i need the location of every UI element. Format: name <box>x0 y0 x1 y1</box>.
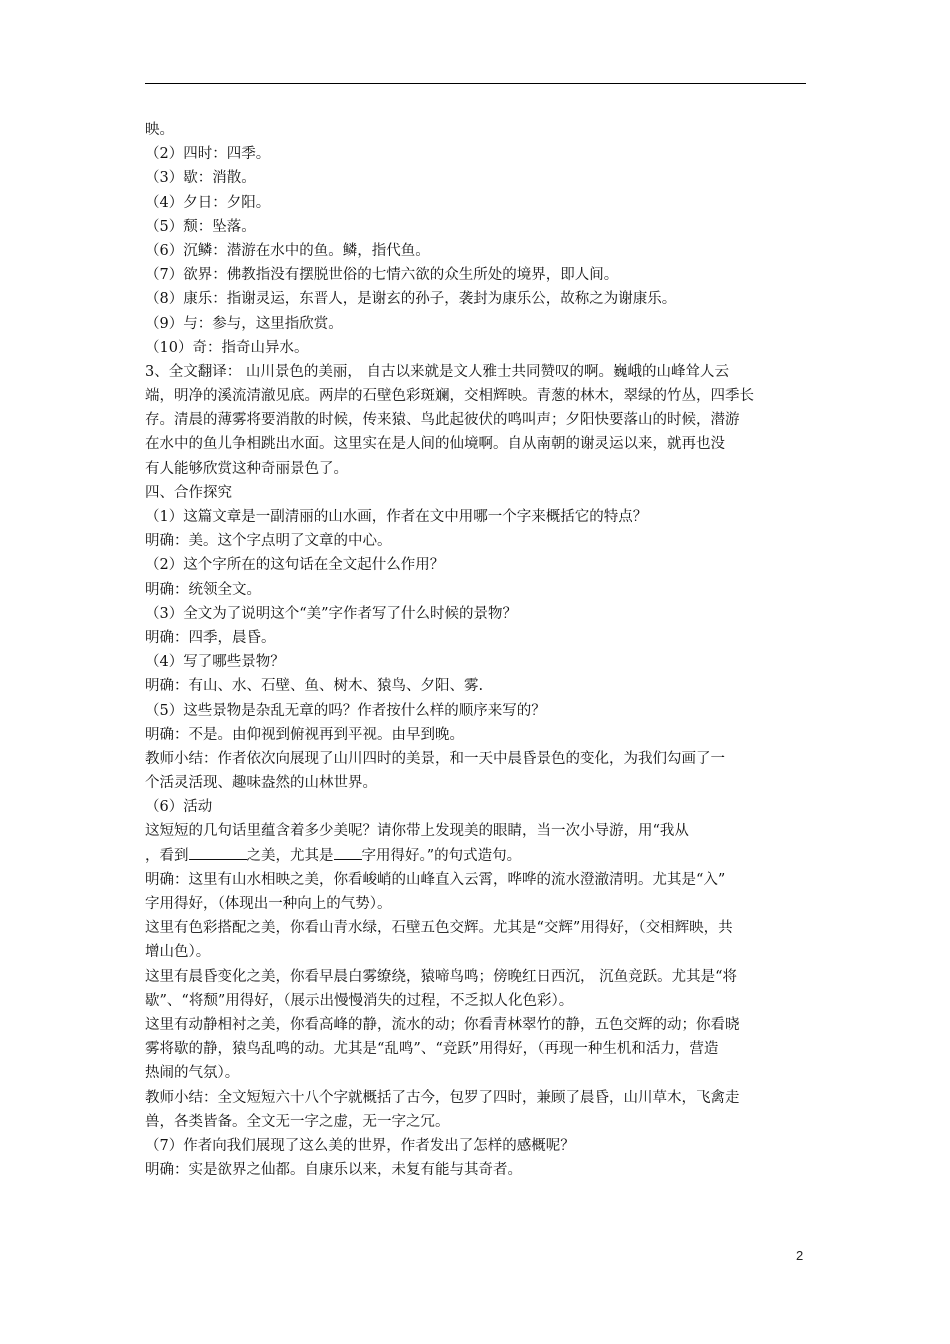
text-line: 教师小结：全文短短六十八个字就概括了古今，包罗了四时，兼顾了晨昏，山川草木，飞禽走 <box>145 1089 740 1106</box>
text-line: 字用得好，（体现出一种向上的气势）。 <box>145 896 392 912</box>
text-line: （5）这些景物是杂乱无章的吗？作者按什么样的顺序来写的？ <box>145 702 546 719</box>
text-line: （5）颓：坠落。 <box>145 218 256 235</box>
text-line: 明确：有山、水、石壁、鱼、树木、猿鸟、夕阳、雾. <box>145 678 484 695</box>
text-line: （9）与：参与，这里指欣赏。 <box>145 315 343 332</box>
text-line: 明确：四季，晨昏。 <box>145 629 276 646</box>
text-line: 3、全文翻译： 山川景色的美丽， 自古以来就是文人雅士共同赞叹的啊。巍峨的山峰耸人云 <box>145 363 729 380</box>
page-number: 2 <box>796 1248 804 1263</box>
text-block-after <box>145 868 806 1182</box>
text-line: 个活灵活现、趣味盎然的山林世界。 <box>145 775 377 792</box>
fill-in-blank-1 <box>189 845 247 860</box>
text-line: （7）作者向我们展现了这么美的世界，作者发出了怎样的感概呢？ <box>145 1137 575 1154</box>
text-line: 明确：实是欲界之仙都。自康乐以来，未复有能与其奇者。 <box>145 1162 522 1179</box>
text-line: （7）欲界：佛教指没有摆脱世俗的七情六欲的众生所处的境界，即人间。 <box>145 267 619 284</box>
text-line: 这里有动静相衬之美，你看高峰的静，流水的动；你看青林翠竹的静，五色交辉的动；你看晓 <box>145 1016 740 1033</box>
text-line: （3）全文为了说明这个“美”字作者写了什么时候的景物？ <box>145 605 518 622</box>
text-line: （10）奇：指奇山异水。 <box>145 339 309 356</box>
text-line: 这里有色彩搭配之美，你看山青水绿，石壁五色交辉。尤其是“交辉”用得好，（交相辉映，共 <box>145 920 733 937</box>
fill-in-sentence-pattern <box>145 844 806 868</box>
text-line: 明确：这里有山水相映之美，你看峻峭的山峰直入云霄，哗哗的流水澄澈清明。尤其是“入” <box>145 871 726 888</box>
text-line: 热闹的气氛）。 <box>145 1065 240 1082</box>
text-line: 映。 <box>145 122 174 138</box>
text-line: （6）活动 <box>145 799 213 816</box>
text-line: 兽，各类皆备。全文无一字之虚，无一字之冗。 <box>145 1113 450 1130</box>
text-line: （8）康乐：指谢灵运，东晋人，是谢玄的孙子，袭封为康乐公，故称之为谢康乐。 <box>145 291 677 308</box>
text-line: （3）歇：消散。 <box>145 170 256 187</box>
text-line: 在水中的鱼儿争相跳出水面。这里实在是人间的仙境啊。自从南朝的谢灵运以来，就再也没 <box>145 436 725 453</box>
text-line: （4）夕日：夕阳。 <box>145 194 271 211</box>
document-body <box>145 118 806 1182</box>
fill-in-part-3: 字用得好。”的句式造句。 <box>361 847 522 864</box>
text-line: （2）这个字所在的这句话在全文起什么作用？ <box>145 557 445 574</box>
text-line: 这短短的几句话里蕴含着多少美呢？请你带上发现美的眼睛，当一次小导游，用“我从 <box>145 823 689 840</box>
text-line: 四、合作探究 <box>145 484 232 501</box>
text-line: （4）写了哪些景物？ <box>145 654 285 671</box>
header-rule <box>145 83 806 84</box>
text-line: 雾将歇的静，猿鸟乱鸣的动。尤其是“乱鸣”、“竞跃”用得好，（再现一种生机和活力，营造 <box>145 1041 719 1058</box>
text-line: （1）这篇文章是一副清丽的山水画，作者在文中用哪一个字来概括它的特点？ <box>145 509 648 525</box>
text-line: 这里有晨昏变化之美，你看早晨白雾缭绕，猿啼鸟鸣；傍晚红日西沉， 沉鱼竞跃。尤其是“将 <box>145 968 738 985</box>
text-line: 增山色）。 <box>145 944 211 961</box>
text-line: 存。清晨的薄雾将要消散的时候，传来猿、鸟此起彼伏的鸣叫声；夕阳快要落山的时候，潜游 <box>145 412 740 429</box>
text-line: 明确：统领全文。 <box>145 581 261 598</box>
fill-in-part-1: ，看到 <box>145 847 189 864</box>
fill-in-part-2: 之美，尤其是 <box>246 847 334 864</box>
text-line: 明确：不是。由仰视到俯视再到平视。由早到晚。 <box>145 726 464 743</box>
text-block-before <box>145 118 806 844</box>
text-line: （2）四时：四季。 <box>145 146 271 163</box>
text-line: 明确：美。这个字点明了文章的中心。 <box>145 533 392 550</box>
text-line: 教师小结：作者依次向展现了山川四时的美景，和一天中晨昏景色的变化，为我们勾画了一 <box>145 750 725 767</box>
fill-in-blank-2 <box>334 845 362 860</box>
text-line: 有人能够欣赏这种奇丽景色了。 <box>145 460 348 477</box>
text-line: （6）沉鳞：潜游在水中的鱼。鳞，指代鱼。 <box>145 242 430 259</box>
text-line: 歇”、“将颓”用得好，（展示出慢慢消失的过程，不乏拟人化色彩）。 <box>145 992 574 1009</box>
text-line: 端，明净的溪流清澈见底。两岸的石壁色彩斑斓，交相辉映。青葱的林木，翠绿的竹丛，四季长 <box>145 388 754 405</box>
